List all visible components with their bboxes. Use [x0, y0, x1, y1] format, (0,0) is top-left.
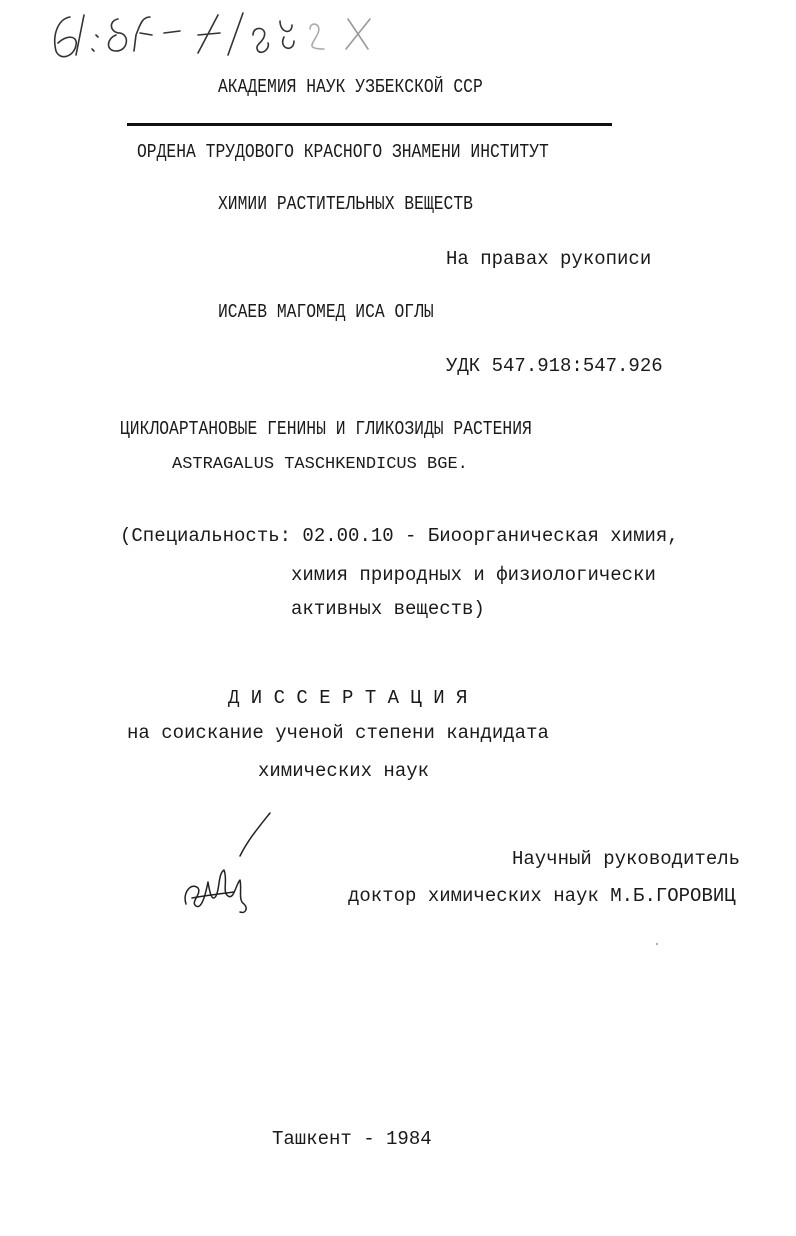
degree-line1: на соискание ученой степени кандидата: [127, 722, 549, 744]
specialty-line2: химия природных и физиологически: [291, 564, 656, 586]
author-name: ИСАЕВ МАГОМЕД ИСА ОГЛЫ: [218, 301, 434, 323]
handwritten-archive-mark: [48, 5, 518, 65]
academy-name: АКАДЕМИЯ НАУК УЗБЕКСКОЙ ССР: [218, 76, 483, 98]
dissertation-title-line1: ЦИКЛОАРТАНОВЫЕ ГЕНИНЫ И ГЛИКОЗИДЫ РАСТЕНИЯ: [120, 418, 532, 440]
dissertation-heading: Д И С С Е Р Т А Ц И Я: [228, 687, 468, 709]
dissertation-title-line2: ASTRAGALUS TASCHKENDICUS BGE.: [172, 455, 468, 474]
udc-code: УДК 547.918:547.926: [446, 355, 663, 377]
institute-name-line1: ОРДЕНА ТРУДОВОГО КРАСНОГО ЗНАМЕНИ ИНСТИТУТ: [137, 141, 549, 163]
degree-line2: химических наук: [258, 760, 430, 782]
place-and-year: Ташкент - 1984: [272, 1128, 432, 1150]
author-signature: [178, 808, 278, 918]
header-divider: [127, 123, 612, 126]
institute-name-line2: ХИМИИ РАСТИТЕЛЬНЫХ ВЕЩЕСТВ: [218, 193, 473, 215]
specialty-line1: (Специальность: 02.00.10 - Биоорганическая химия,: [120, 525, 679, 547]
supervisor-name: доктор химических наук М.Б.ГОРОВИЦ: [348, 885, 736, 907]
supervisor-role: Научный руководитель: [512, 848, 741, 870]
specialty-line3: активных веществ): [291, 598, 485, 620]
scan-speck: [656, 943, 658, 945]
manuscript-rights-note: На правах рукописи: [446, 248, 652, 270]
